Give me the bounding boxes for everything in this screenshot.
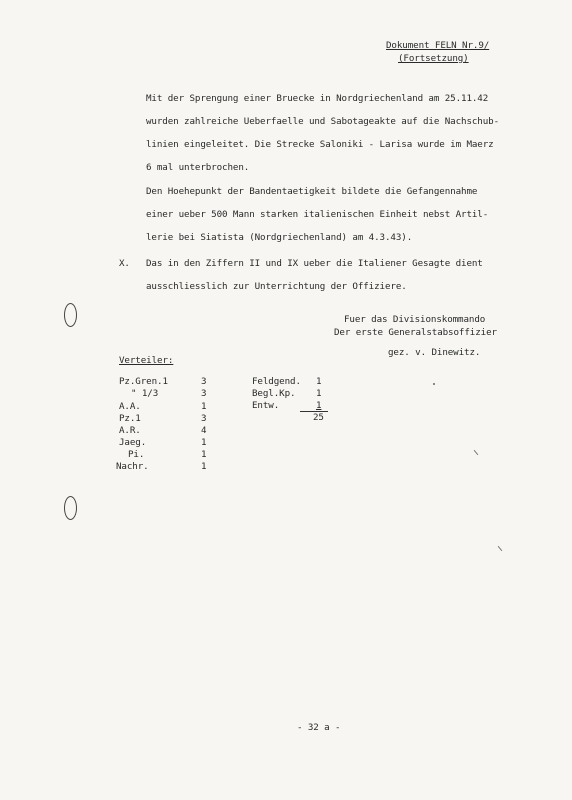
distribution-count: 1	[201, 449, 207, 460]
distribution-count: 4	[201, 425, 207, 436]
body-line: 6 mal unterbrochen.	[146, 162, 250, 173]
distribution-name: Pz.1	[119, 413, 141, 424]
punch-hole-bottom	[64, 496, 77, 520]
section-line: Das in den Ziffern II und IX ueber die Italiener Gesagte dient	[146, 258, 483, 269]
section-line: ausschliesslich zur Unterrichtung der Offiziere.	[146, 281, 407, 292]
body-line: einer ueber 500 Mann starken italienischen Einheit nebst Artil-	[146, 209, 489, 220]
signature-line-3: gez. v. Dinewitz.	[388, 347, 481, 358]
distribution-name: " 1/3	[131, 388, 159, 399]
distribution-total: 25	[313, 412, 324, 423]
distribution-count: 1	[201, 401, 207, 412]
continuation-label: (Fortsetzung)	[398, 53, 469, 64]
distribution-name: Pi.	[128, 449, 145, 460]
distribution-count: 1	[316, 376, 322, 387]
body-line: Mit der Sprengung einer Bruecke in Nordgriechenland am 25.11.42	[146, 93, 489, 104]
scan-mark	[474, 450, 479, 455]
distribution-name: Jaeg.	[119, 437, 147, 448]
signature-line-1: Fuer das Divisionskommando	[344, 314, 486, 325]
distribution-name: Entw.	[252, 400, 280, 411]
distribution-name: Feldgend.	[252, 376, 301, 387]
body-line: wurden zahlreiche Ueberfaelle und Sabotageakte auf die Nachschub-	[146, 116, 500, 127]
distribution-count: 1	[201, 461, 207, 472]
distribution-name: Pz.Gren.1	[119, 376, 168, 387]
distribution-name: Nachr.	[116, 461, 149, 472]
signature-line-2: Der erste Generalstabsoffizier	[334, 327, 497, 338]
distribution-count: 3	[201, 413, 207, 424]
document-reference: Dokument FELN Nr.9/	[386, 40, 490, 51]
body-line: lerie bei Siatista (Nordgriechenland) am 4.3.43).	[146, 232, 413, 243]
punch-hole-top	[64, 303, 77, 327]
scan-mark	[498, 546, 503, 551]
distribution-count: 3	[201, 388, 207, 399]
distribution-heading: Verteiler:	[119, 355, 174, 366]
distribution-name: A.R.	[119, 425, 141, 436]
distribution-name: A.A.	[119, 401, 141, 412]
distribution-name: Begl.Kp.	[252, 388, 296, 399]
distribution-count: 1	[316, 388, 322, 399]
scan-speck	[433, 383, 435, 385]
body-line: linien eingeleitet. Die Strecke Saloniki - Larisa wurde im Maerz	[146, 139, 494, 150]
distribution-count: 1	[201, 437, 207, 448]
page-number: - 32 a -	[297, 722, 341, 733]
body-line: Den Hoehepunkt der Bandentaetigkeit bildete die Gefangennahme	[146, 186, 478, 197]
distribution-count: 1	[316, 400, 322, 411]
distribution-count: 3	[201, 376, 207, 387]
section-marker: X.	[119, 258, 130, 269]
